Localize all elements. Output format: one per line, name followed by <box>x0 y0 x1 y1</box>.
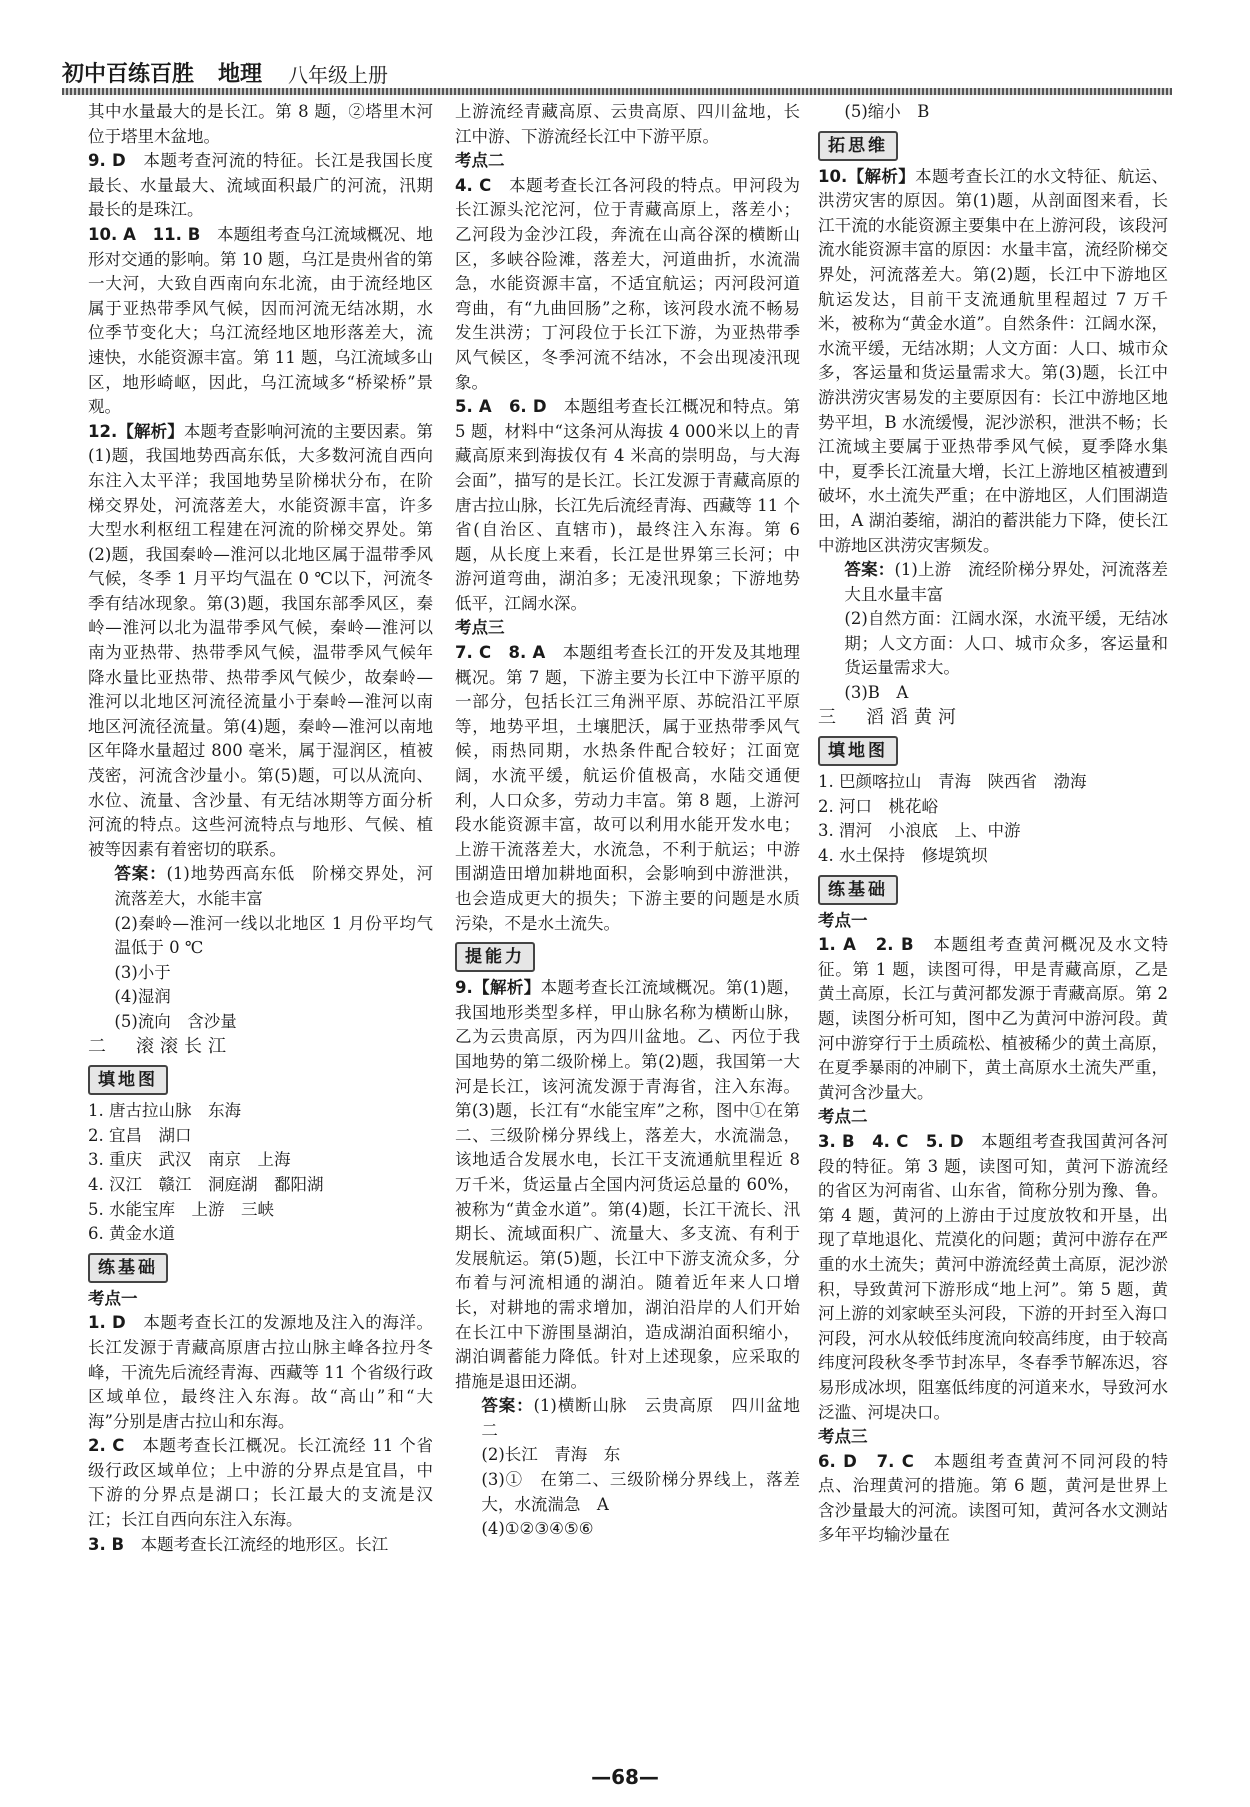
answer-line: (2)秦岭—淮河一线以北地区 1 月份平均气温低于 0 ℃ <box>114 913 433 958</box>
question-number: 6. D 7. C <box>818 1451 914 1471</box>
fill-item: 2. 河口 桃花峪 <box>818 796 938 816</box>
page-number: —68— <box>591 1765 659 1789</box>
question-3 <box>88 1533 433 1558</box>
subject-title: 地理 <box>218 62 263 87</box>
section-tag-expand: 拓思维 <box>818 131 898 161</box>
section-title: 三 滔滔黄河 <box>818 706 962 728</box>
section-tag-basic: 练基础 <box>88 1253 168 1283</box>
fill-item: 4. 水土保持 修堤筑坝 <box>818 846 988 866</box>
answer-line: (2)自然方面：江阔水深，水流平缓，无结冰期；人文方面：人口、城市众多，客运量和货运量需求大。 <box>844 609 1168 678</box>
answer-text: (1)横断山脉 云贵高原 四川盆地 二 <box>481 1396 817 1440</box>
answer-label: 答案： <box>114 864 167 884</box>
question-text: 本题组考查我国黄河各河段的特征。第 3 题，读图可知，黄河下游流经的省区为河南省、山东省，简称分别为豫、鲁。第 4 题，黄河的上游由于过度放牧和开垦，出现了草地退化、荒漠化的问题；黄河中游存在严重的水土流失；黄河中游流经黄土高原，泥沙淤积，导致黄河下游形成“地上河”。第 5 题，黄河上游的刘家峡至头河段，下游的开封至入海口河段，河水从较低纬度流向较高纬度，由于较高纬度河段秋冬季节封冻早，冬春季节解冻迟，容易形成冰坝，阻塞低纬度的河道来水，导致河水泛滥、河堤决口。 <box>818 1131 1169 1422</box>
fill-item: 6. 黄金水道 <box>88 1224 175 1244</box>
question-number: 3. B <box>88 1534 125 1554</box>
question-text: 本题组考查黄河不同河段的特点、治理黄河的措施。第 6 题，黄河是世界上含沙量最大的河流。读图可知，黄河各水文测站多年平均输沙量在 <box>818 1451 1169 1545</box>
column-left <box>88 100 433 1750</box>
question-10 <box>88 223 433 420</box>
answer-line: (4)①②③④⑤⑥ <box>481 1519 594 1539</box>
section-tag-fill-map: 填地图 <box>88 1065 168 1095</box>
answer-line: (2)长江 青海 东 <box>481 1445 621 1465</box>
answer-line <box>88 862 433 911</box>
fill-item: 3. 渭河 小浪底 上、中游 <box>818 821 1021 841</box>
question-5 <box>455 395 800 616</box>
question-text: 本题考查长江的发源地及注入的海洋。长江发源于青藏高原唐古拉山脉主峰各拉丹冬峰，干流先后流经青海、西藏等 11 个省级行政区域单位，最终注入东海。故“高山”和“大海”分别是唐古拉山和东海。 <box>88 1313 433 1431</box>
answer-line: (4)湿润 <box>114 987 171 1007</box>
section-tag-basic: 练基础 <box>818 875 898 905</box>
question-text: 本题组考查乌江流域概况、地形对交通的影响。第 10 题，乌江是贵州省的第一大河，大致自西南向东北流，由于流经地区属于亚热带季风气候，因而河流无结冰期，水位季节变化大；乌江流经地区地形落差大，流速快，水能资源丰富。第 11 题，乌江流域多山区，地形崎岖，因此，乌江流域多“桥梁桥”景观。 <box>88 224 434 417</box>
question-text: 本题组考查长江的开发及其地理概况。第 7 题，下游主要为长江中下游平原的一部分，包括长江三角洲平原、苏皖沿江平原等，地势平坦，土壤肥沃，属于亚热带季风气候，雨热同期，水热条件配合较好；江面宽阔，水流平缓，航运价值极高，水陆交通便利，人口众多，劳动力丰富。第 8 题，上游河段水能资源丰富，故可以利用水能开发水电；上游干流落差大，水流急，不利于航运；中游围湖造田增加耕地面积，会影响到中游泄洪，也会造成更大的损失；下游主要的问题是水质污染，不是水土流失。 <box>455 643 801 933</box>
question-text: 本题考查长江概况。长江流经 11 个省级行政区域单位；上中游的分界点是宜昌，中下游的分界点是湖口；长江最大的支流是汉江；长江自西向东注入东海。 <box>88 1436 433 1530</box>
kaodian-heading: 考点三 <box>455 618 505 638</box>
kaodian-heading: 考点三 <box>818 1427 868 1447</box>
kaodian-heading: 考点一 <box>88 1288 138 1308</box>
question-number: 9.【解析】 <box>455 978 541 998</box>
question-3 <box>818 1130 1168 1425</box>
question-text: 本题考查长江的水文特征、航运、洪涝灾害的原因。第(1)题，从剖面图来看，长江干流的水能资源主要集中在上游河段，该段河流水能资源丰富的原因：水量丰富，流经阶梯交界处，河流落差大。第(2)题，长江中下游地区航运发达，目前干支流通航里程超过 7 万千米，被称为“黄金水道”。自然条件：江阔水深，水流平缓，无结冰期；人文方面：人口、城市众多，客运量和货运量需求大。第(3)题，长江中游洪涝灾害易发的主要原因有：长江中游地区地势平坦，B 水流缓慢，泥沙淤积，泄洪不畅；长江流域主要属于亚热带季风气候，夏季降水集中，夏季长江流量大增，长江上游地区植被遭到破坏，水土流失严重；在中游地区，人们围湖造田，A 湖泊萎缩，湖泊的蓄洪能力下降，使长江中游地区洪涝灾害频发。 <box>818 166 1169 555</box>
question-text: 本题组考查长江概况和特点。第 5 题，材料中“这条河从海拔 4 000米以上的青藏高原来到海拔仅有 4 米高的崇明岛，与大海会面”，描写的是长江。长江发源于青藏高原的唐古拉山脉，长江先后流经青海、西藏等 11 个省(自治区、直辖市)，最终注入东海。第 6 题，从长度上来看，长江是世界第三长河；中游河道弯曲，湖泊多；无凌汛现象；下游地势低平，江阔水深。 <box>455 397 801 613</box>
answer-line: (3)小于 <box>114 962 171 982</box>
fill-item: 5. 水能宝库 上游 三峡 <box>88 1199 274 1219</box>
answer-line: (5)流向 含沙量 <box>114 1011 237 1031</box>
paragraph: 其中水量最大的是长江。第 8 题，②塔里木河位于塔里木盆地。 <box>88 102 433 146</box>
answer-label: 答案： <box>844 560 895 580</box>
fill-item: 4. 汉江 赣江 洞庭湖 鄱阳湖 <box>88 1174 324 1194</box>
answer-line <box>455 1394 817 1443</box>
question-number: 1. D <box>88 1313 126 1333</box>
question-number: 5. A 6. D <box>455 397 547 417</box>
kaodian-heading: 考点二 <box>455 151 505 171</box>
question-number: 10.【解析】 <box>818 166 916 186</box>
question-text: 本题组考查黄河概况及水文特征。第 1 题，读图可得，甲是青藏高原，乙是黄土高原，长江与黄河都发源于青藏高原。第 2 题，读图分析可知，图中乙为黄河中游河段。黄河中游穿行于土质疏松、植被稀少的黄土高原，在夏季暴雨的冲刷下，黄土高原水土流失严重，黄河含沙量大。 <box>818 935 1169 1102</box>
answer-line: (3)B A <box>844 683 909 703</box>
question-number: 4. C <box>455 175 492 195</box>
question-9 <box>88 149 433 223</box>
header-rule <box>62 88 1172 95</box>
fill-item: 1. 巴颜喀拉山 青海 陕西省 渤海 <box>818 772 1087 792</box>
answer-label: 答案： <box>481 1396 534 1416</box>
section-tag-fill-map: 填地图 <box>818 736 898 766</box>
question-4 <box>455 174 800 395</box>
answer-line: (3)① 在第二、三级阶梯分界线上，落差大，水流湍急 A <box>481 1470 800 1514</box>
section-title: 二 滚滚长江 <box>88 1035 232 1057</box>
question-text: 本题考查长江流域概况。第(1)题，我国地形类型多样，甲山脉名称为横断山脉，乙为云贵高原，丙为四川盆地。乙、丙位于我国地势的第二级阶梯上。第(2)题，我国第一大河是长江，该河流发源于青海省，注入东海。第(3)题，长江有“水能宝库”之称，图中①在第二、三级阶梯分界线上，落差大，水流湍急，该地适合发展水电，长江干支流通航里程近 8 万千米，货运量占全国内河货运总量的 60%，被称为“黄金水道”。第(4)题，长江干流长、汛期长、流域面积广、流量大、多支流、有利于发展航运。第(5)题，长江中下游支流众多，分布着与河流相通的湖泊。随着近年来人口增长，对耕地的需求增加，湖泊沿岸的人们开始在长江中下游围垦湖泊，造成湖泊面积缩小，湖泊调蓄能力降低。针对上述现象，应采取的措施是退田还湖。 <box>455 978 801 1391</box>
column-right <box>818 100 1168 1750</box>
fill-item: 1. 唐古拉山脉 东海 <box>88 1101 241 1121</box>
paragraph: 上游流经青藏高原、云贵高原、四川盆地，长江中游、下游流经长江中下游平原。 <box>455 102 800 146</box>
question-number: 10. A 11. B <box>88 224 201 244</box>
fill-item: 3. 重庆 武汉 南京 上海 <box>88 1150 291 1170</box>
column-middle <box>455 100 817 1750</box>
question-12 <box>88 420 433 863</box>
question-number: 3. B 4. C 5. D <box>818 1131 964 1151</box>
question-text: 本题考查长江流经的地形区。长江 <box>140 1534 389 1554</box>
question-9 <box>455 976 800 1394</box>
question-7 <box>455 641 800 936</box>
question-number: 9. D <box>88 151 126 171</box>
answer-line: (5)缩小 B <box>844 102 930 121</box>
question-text: 本题考查影响河流的主要因素。第(1)题，我国地势西高东低，大多数河流自西向东注入太平洋；我国地势呈阶梯状分布，在阶梯交界处，河流落差大，水能资源丰富，许多大型水利枢纽工程建在河流的阶梯交界处。第(2)题，我国秦岭—淮河以北地区属于温带季风气候，冬季 1 月平均气温在 0 ℃以下，河流冬季有结冰现象。第(3)题，我国东部季风区，秦岭—淮河以北为温带季风气候，秦岭—淮河以南为亚热带、热带季风气候，温带季风气候年降水量比亚热带、热带季风气候少，故秦岭—淮河以北地区河流径流量小于秦岭—淮河以南地区河流径流量。第(4)题，秦岭—淮河以南地区年降水量超过 800 毫米，属于湿润区，植被茂密，河流含沙量小。第(5)题，可以从流向、水位、流量、含沙量、有无结冰期等方面分析河流的特点。这些河流特点与地形、气候、植被等因素有着密切的联系。 <box>88 421 433 859</box>
question-1 <box>818 933 1168 1105</box>
question-1 <box>88 1311 433 1434</box>
question-text: 本题考查长江各河段的特点。甲河段为长江源头沱沱河，位于青藏高原上，落差小；乙河段为金沙江段，奔流在山高谷深的横断山区，多峡谷险滩，落差大，河道曲折，水流湍急，水能资源丰富，不适宜航运；丙河段河道弯曲，有“九曲回肠”之称，该河段水流不畅易发生洪涝；丁河段位于长江下游，为亚热带季风气候区，冬季河流不结冰，不会出现凌汛现象。 <box>455 175 801 392</box>
kaodian-heading: 考点一 <box>818 910 868 930</box>
question-number: 1. A 2. B <box>818 935 914 955</box>
section-tag-ability: 提能力 <box>455 942 535 972</box>
page-header <box>62 48 1172 88</box>
question-number: 7. C 8. A <box>455 643 546 663</box>
answer-line <box>818 558 1168 607</box>
answer-text: (1)上游 流经阶梯分界处，河流落差大且水量丰富 <box>844 560 1169 604</box>
question-number: 2. C <box>88 1436 125 1456</box>
question-number: 12.【解析】 <box>88 421 184 441</box>
book-series-title: 初中百练百胜 <box>62 62 195 87</box>
question-10 <box>818 165 1168 559</box>
question-2 <box>88 1434 433 1532</box>
kaodian-heading: 考点二 <box>818 1107 868 1127</box>
question-text: 本题考查河流的特征。长江是我国长度最长、水量最大、流域面积最广的河流，汛期最长的是珠江。 <box>88 151 433 220</box>
answer-text: (1)地势西高东低 阶梯交界处，河流落差大，水能丰富 <box>114 864 434 908</box>
fill-item: 2. 宜昌 湖口 <box>88 1125 192 1145</box>
grade-label: 八年级上册 <box>288 63 389 87</box>
question-6 <box>818 1450 1168 1548</box>
